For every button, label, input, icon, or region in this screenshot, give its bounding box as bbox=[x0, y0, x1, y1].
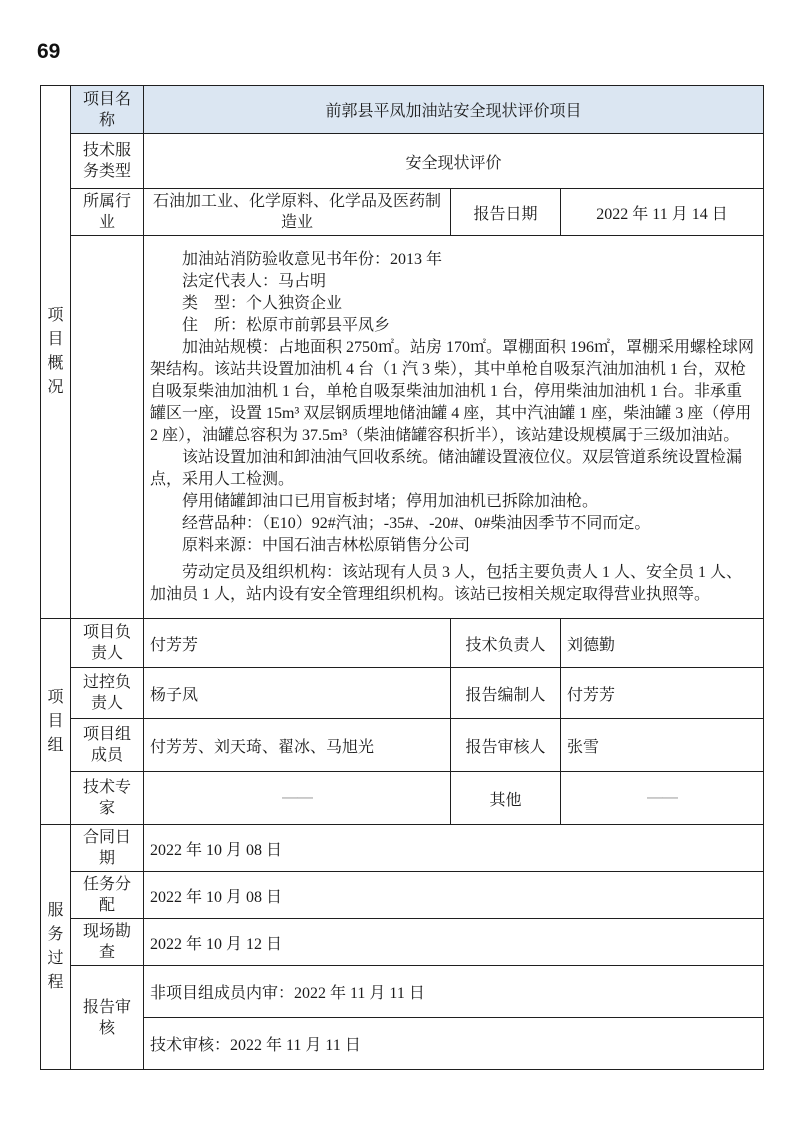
section-label-process: 服务过程 bbox=[41, 825, 71, 1070]
task-assignment-value: 2022 年 10 月 08 日 bbox=[144, 872, 764, 919]
team-members-label: 项目组成员 bbox=[71, 719, 144, 772]
report-reviewer-value: 张雪 bbox=[561, 719, 764, 772]
report-writer-label: 报告编制人 bbox=[451, 668, 561, 719]
task-assignment-label: 任务分配 bbox=[71, 872, 144, 919]
team-members-value: 付芳芳、刘天琦、翟冰、马旭光 bbox=[144, 719, 451, 772]
tech-lead-label: 技术负责人 bbox=[451, 619, 561, 668]
overview-paragraph: 类 型：个人独资企业 bbox=[182, 294, 343, 312]
page-number: 69 bbox=[37, 40, 61, 63]
project-name-value: 前郭县平凤加油站安全现状评价项目 bbox=[144, 86, 764, 134]
process-control-lead-value: 杨子凤 bbox=[144, 668, 451, 719]
contract-date-label: 合同日期 bbox=[71, 825, 144, 872]
overview-paragraph: 加油站规模：占地面积 2750㎡。站房 170㎡。罩棚面积 196㎡，罩棚采用螺栓球网架结构。该站共设置加油机 4 台（1 汽 3 柴），其中单枪自吸泵汽油加油机 1 台，双枪自吸泵柴油加油机 1 台，单枪自吸泵柴油加油机 1 台，停用柴油加油机 1 台。非承重罐区一座，设置 15m³ 双层钢质埋地储油罐 4 座，其中汽油罐 1 座，柴油罐 3 座（停用 2 座），油罐总容积为 37.5m³（柴油储罐容积折半），该站建设规模属于三级加油站。 bbox=[150, 338, 755, 444]
other-value: —— bbox=[561, 772, 764, 825]
tech-expert-label: 技术专家 bbox=[71, 772, 144, 825]
overview-description bbox=[144, 236, 764, 619]
overview-empty-label-cell bbox=[71, 236, 144, 619]
report-date-value: 2022 年 11 月 14 日 bbox=[561, 189, 764, 236]
project-lead-label: 项目负责人 bbox=[71, 619, 144, 668]
industry-value: 石油加工业、化学原料、化学品及医药制造业 bbox=[144, 189, 451, 236]
site-survey-label: 现场勘查 bbox=[71, 919, 144, 966]
report-review-label: 报告审核 bbox=[71, 966, 144, 1070]
project-info-table bbox=[40, 85, 764, 1070]
overview-paragraph: 住 所：松原市前郭县平凤乡 bbox=[182, 316, 391, 334]
overview-paragraph: 停用储罐卸油口已用盲板封堵；停用加油机已拆除加油枪。 bbox=[182, 492, 599, 510]
contract-date-value: 2022 年 10 月 08 日 bbox=[144, 825, 764, 872]
process-control-lead-label: 过控负责人 bbox=[71, 668, 144, 719]
industry-label: 所属行业 bbox=[71, 189, 144, 236]
service-type-value: 安全现状评价 bbox=[144, 134, 764, 189]
overview-paragraph: 该站设置加油和卸油油气回收系统。储油罐设置液位仪。双层管道系统设置检漏点，采用人工检测。 bbox=[150, 448, 743, 488]
report-writer-value: 付芳芳 bbox=[561, 668, 764, 719]
other-label: 其他 bbox=[451, 772, 561, 825]
site-survey-value: 2022 年 10 月 12 日 bbox=[144, 919, 764, 966]
overview-paragraph: 加油站消防验收意见书年份：2013 年 bbox=[182, 250, 443, 268]
overview-paragraph: 劳动定员及组织机构：该站现有人员 3 人，包括主要负责人 1 人、安全员 1 人、加油员 1 人，站内设有安全管理组织机构。该站已按相关规定取得营业执照等。 bbox=[150, 563, 743, 603]
section-label-team: 项目组 bbox=[41, 619, 71, 825]
tech-lead-value: 刘德勤 bbox=[561, 619, 764, 668]
project-lead-value: 付芳芳 bbox=[144, 619, 451, 668]
project-name-label: 项目名称 bbox=[71, 86, 144, 134]
technical-review-value: 技术审核：2022 年 11 月 11 日 bbox=[144, 1018, 764, 1070]
overview-paragraph: 经营品种：（E10）92#汽油；-35#、-20#、0#柴油因季节不同而定。 bbox=[182, 514, 651, 532]
section-label-overview: 项目概况 bbox=[41, 86, 71, 619]
report-date-label: 报告日期 bbox=[451, 189, 561, 236]
tech-expert-value: —— bbox=[144, 772, 451, 825]
report-reviewer-label: 报告审核人 bbox=[451, 719, 561, 772]
service-type-label: 技术服务类型 bbox=[71, 134, 144, 189]
overview-paragraph: 法定代表人：马占明 bbox=[182, 272, 327, 290]
overview-paragraph: 原料来源：中国石油吉林松原销售分公司 bbox=[182, 536, 471, 554]
internal-review-value: 非项目组成员内审：2022 年 11 月 11 日 bbox=[144, 966, 764, 1018]
